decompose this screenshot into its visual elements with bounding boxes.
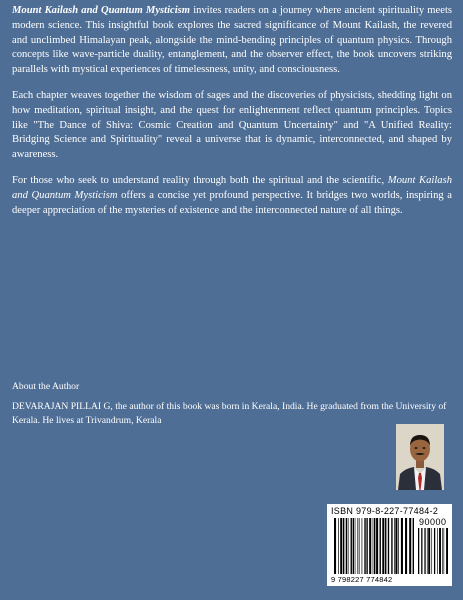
blurb-paragraph-2: Each chapter weaves together the wisdom of sages and the discoveries of physicists, shedding light on how meditation, spiritual insight, and the quest for enlightenment reflect quantum principles. Topics like "The Dance of Shiva: Cosmic Creation and Quantum Uncertainty" and "A Unified Reality: Bridging Science and Spirituality" reveal a universe that is dynamic, interconnected, and shaped by awareness. bbox=[12, 89, 452, 161]
blurb-text: offers a concise yet profound perspective. It bridges two worlds, inspiring a deeper appreciation of the mysteries of existence and the interconnected nature of all things. bbox=[12, 189, 452, 216]
blurb-paragraph-1 bbox=[12, 4, 452, 78]
about-author-heading: About the Author bbox=[12, 381, 80, 392]
blurb-text: For those who seek to understand reality through both the spiritual and the scientific, bbox=[12, 174, 388, 186]
blurb-text: invites readers on a journey where ancient spirituality meets modern science. This insightful book explores the sacred significance of Mount Kailash, the revered and unclimbed Himalayan peak, alongside the mind-bending principles of quantum physics. Through concepts like wave-particle duality, entanglement, and the observer effect, the book uncovers striking parallels with mystical experiences of timelessness, unity, and consciousness. bbox=[12, 5, 453, 76]
isbn-barcode bbox=[327, 504, 452, 586]
barcode-bars bbox=[334, 518, 414, 574]
book-title: Mount Kailash and Quantum Mysticism bbox=[12, 174, 452, 201]
book-title: Mount Kailash and Quantum Mysticism bbox=[12, 5, 191, 16]
blurb-paragraph-3 bbox=[12, 174, 452, 218]
author-portrait-icon bbox=[396, 424, 444, 490]
author-bio: DEVARAJAN PILLAI G, the author of this book was born in Kerala, India. He graduated from the University of Kerala. He lives at Trivandrum, Kerala bbox=[12, 401, 447, 426]
isbn-number: ISBN 979-8-227-77484-2 bbox=[331, 506, 439, 516]
barcode-digits: 9 798227 774842 bbox=[331, 575, 393, 584]
blurb bbox=[12, 4, 452, 229]
barcode-addon-bars bbox=[418, 528, 448, 574]
author-photo bbox=[396, 424, 444, 490]
price-addon-number: 90000 bbox=[419, 517, 447, 527]
